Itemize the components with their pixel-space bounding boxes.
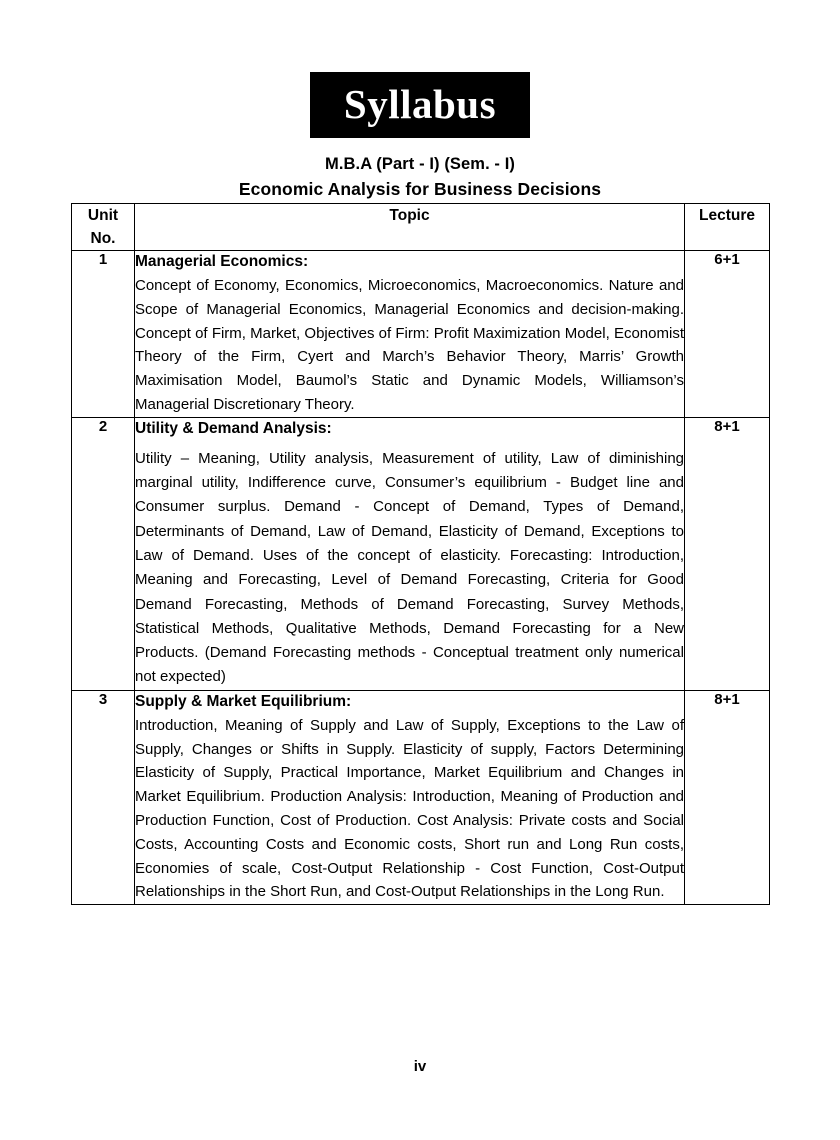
unit-number: 2 [72, 417, 135, 690]
unit-topic-cell [135, 690, 685, 904]
page-title-container [0, 72, 840, 138]
unit-number: 3 [72, 690, 135, 904]
unit-topic-heading: Supply & Market Equilibrium: [135, 692, 352, 710]
unit-topic-heading: Utility & Demand Analysis: [135, 419, 332, 437]
unit-topic-body: Introduction, Meaning of Supply and Law of Supply, Exceptions to the Law of Supply, Changes or Shifts in Supply. Elasticity of supply, Factors Determining Elasticity of Supply, Practical Importance, Market Equilibrium and Changes in Market Equilibrium. Production Analysis: Introduction, Meaning of Production and Production Function, Cost of Production. Cost Analysis: Private costs and Social Costs, Accounting Costs and Economic costs, Short run and Long Run costs, Economies of scale, Cost-Output Relationship - Cost Function, Cost-Output Relationships in the Short Run, and Cost-Output Relationships in the Long Run. [135, 716, 684, 901]
unit-topic-cell [135, 417, 685, 690]
course-line: Economic Analysis for Business Decisions [238, 179, 602, 199]
unit-lecture-hours: 6+1 [685, 251, 770, 418]
program-line: M.B.A (Part - I) (Sem. - I) [324, 155, 515, 173]
table-row [72, 251, 770, 418]
page-title: Syllabus [310, 72, 530, 138]
unit-topic-body: Concept of Economy, Economics, Microeconomics, Macroeconomics. Nature and Scope of Managerial Economics, Managerial Economics and decision-making. Concept of Firm, Market, Objectives of Firm: Profit Maximization Model, Economist Theory of the Firm, Cyert and March’s Behavior Theory, Marris’ Growth Maximisation Model, Baumol’s Static and Dynamic Models, Williamson’s Managerial Discretionary Theory. [135, 277, 684, 413]
column-header-lecture: Lecture [685, 204, 770, 251]
column-header-topic: Topic [135, 204, 685, 251]
subtitle-container [0, 152, 840, 202]
column-header-unit-no-line2: No. [90, 230, 116, 247]
syllabus-table [71, 203, 770, 905]
table-row [72, 417, 770, 690]
column-header-unit-no-line1: Unit [87, 207, 119, 224]
unit-topic-cell [135, 251, 685, 418]
column-header-unit-no [72, 204, 135, 251]
table-header-row [72, 204, 770, 251]
unit-number: 1 [72, 251, 135, 418]
page-number: iv [413, 1058, 427, 1075]
table-row [72, 690, 770, 904]
unit-topic-body: Utility – Meaning, Utility analysis, Measurement of utility, Law of diminishing marginal utility, Indifference curve, Consumer’s equilibrium - Budget line and Consumer surplus. Demand - Concept of Demand, Types of Demand, Determinants of Demand, Law of Demand, Elasticity of Demand, Exceptions to Law of Demand. Uses of the concept of elasticity. Forecasting: Introduction, Meaning and Forecasting, Level of Demand Forecasting, Criteria for Good Demand Forecasting, Methods of Demand Forecasting, Survey Methods, Statistical Methods, Qualitative Methods, Demand Forecasting for a New Products. (Demand Forecasting methods - Conceptual treatment only numerical not expected) [135, 449, 684, 686]
unit-lecture-hours: 8+1 [685, 417, 770, 690]
unit-topic-heading: Managerial Economics: [135, 253, 309, 270]
unit-lecture-hours: 8+1 [685, 690, 770, 904]
